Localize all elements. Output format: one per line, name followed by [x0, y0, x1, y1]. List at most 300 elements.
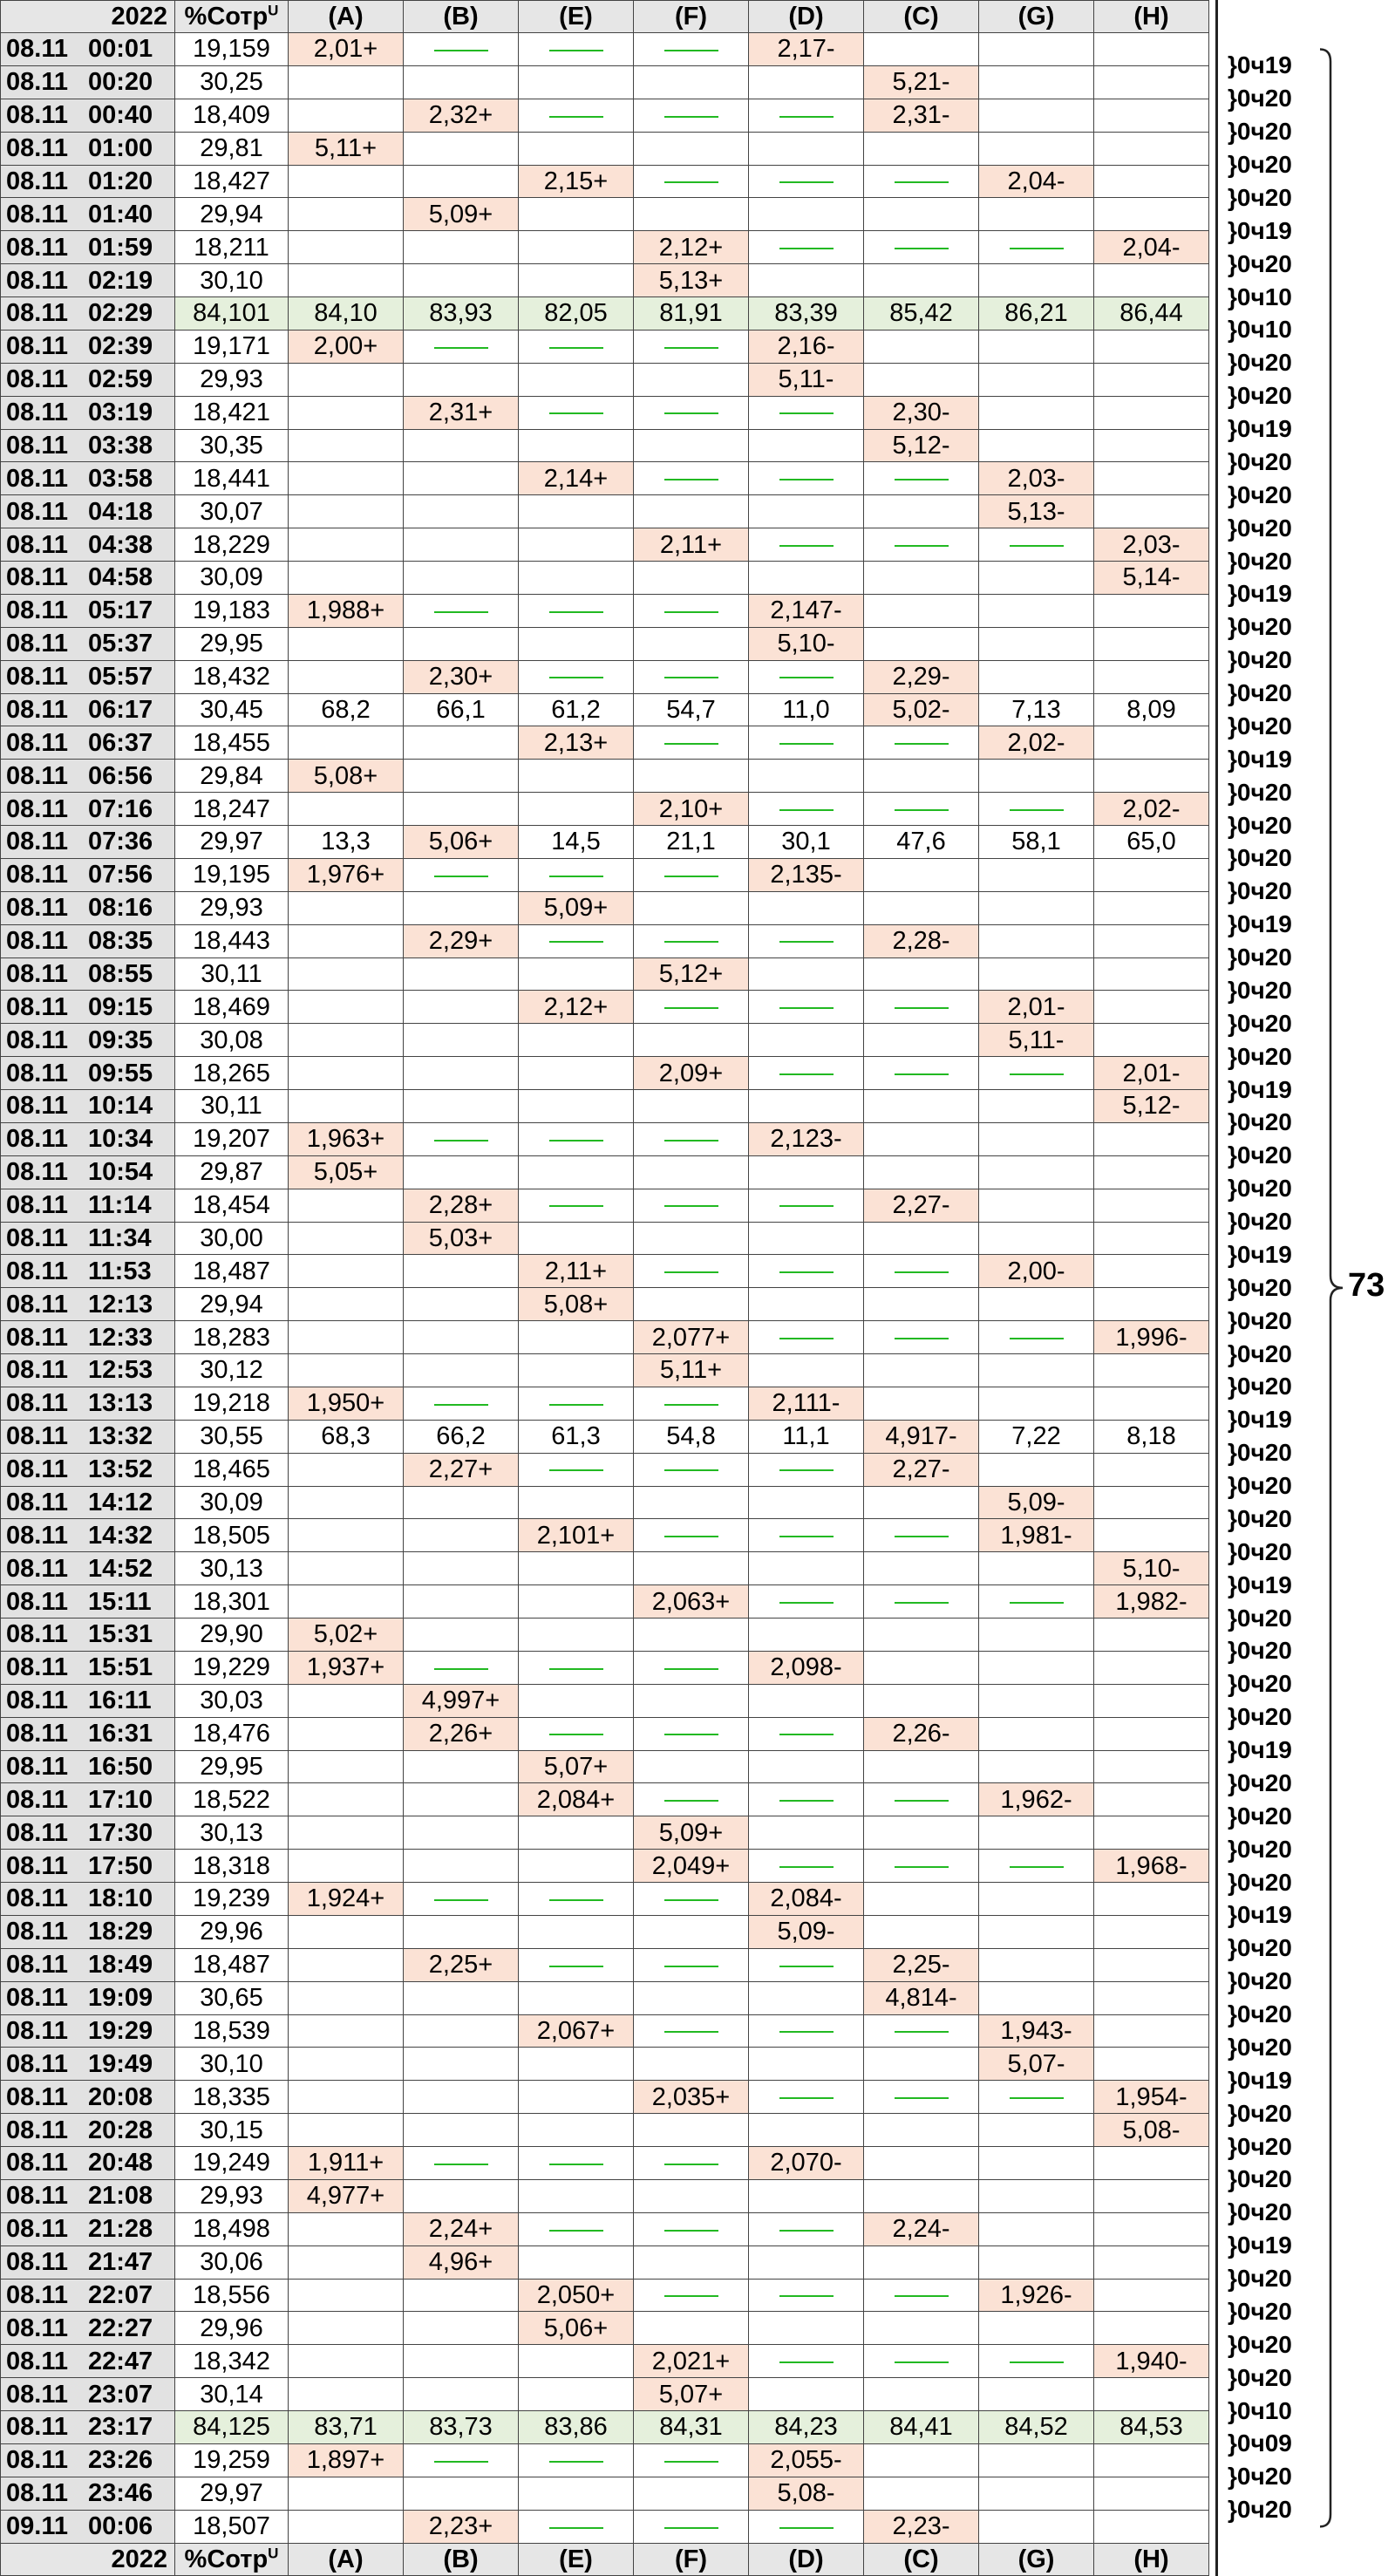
dash-line — [434, 2461, 488, 2463]
interval-label: }0ч20 — [1228, 811, 1292, 839]
value-cell — [519, 1684, 634, 1717]
no-change-dash — [864, 1585, 979, 1619]
value-cell — [404, 1321, 519, 1354]
date-text: 08.11 — [6, 2446, 68, 2475]
time-text: 08:55 — [88, 959, 153, 988]
value-cell: 2,29+ — [404, 924, 519, 957]
table-row — [1, 2345, 1209, 2378]
value-cell: 83,39 — [749, 297, 864, 331]
value-cell — [864, 330, 979, 363]
col-footer: (D) — [749, 2544, 864, 2576]
value-cell — [1094, 1619, 1209, 1652]
value-cell — [979, 1090, 1094, 1123]
interval-label: }0ч20 — [1228, 2496, 1292, 2524]
value-cell: 11,1 — [749, 1420, 864, 1453]
value-cell — [404, 495, 519, 528]
value-cell: 1,976+ — [289, 858, 404, 891]
value-cell — [1094, 165, 1209, 198]
interval-label: }0ч20 — [1228, 1108, 1292, 1136]
value-cell — [634, 1222, 749, 1255]
interval-label: }0ч20 — [1228, 1768, 1292, 1796]
datetime-cell — [1, 2048, 175, 2081]
date-text: 08.11 — [6, 2016, 68, 2045]
date-text: 08.11 — [6, 134, 68, 163]
no-change-dash — [749, 1783, 864, 1816]
no-change-dash — [634, 924, 749, 957]
time-text: 09:15 — [88, 992, 153, 1021]
value-cell — [1094, 726, 1209, 760]
value-cell: 84,41 — [864, 2411, 979, 2444]
no-change-dash — [979, 793, 1094, 826]
value-cell: 2,10+ — [634, 793, 749, 826]
time-text: 11:14 — [88, 1191, 152, 1220]
date-text: 08.11 — [6, 959, 68, 988]
value-cell — [979, 1651, 1094, 1684]
pct-cell: 19,171 — [175, 330, 289, 363]
table-row — [1, 264, 1209, 297]
no-change-dash — [634, 165, 749, 198]
value-cell — [979, 33, 1094, 66]
no-change-dash — [864, 462, 979, 495]
dash-line — [779, 677, 834, 678]
pct-cell: 18,487 — [175, 1255, 289, 1288]
value-cell — [404, 991, 519, 1024]
value-cell: 2,02- — [979, 726, 1094, 760]
no-change-dash — [749, 1717, 864, 1750]
time-text: 03:38 — [88, 431, 153, 460]
dash-line — [779, 743, 834, 745]
value-cell — [519, 2245, 634, 2279]
value-cell — [404, 1915, 519, 1948]
table-row — [1, 2212, 1209, 2245]
time-text: 12:13 — [88, 1290, 153, 1319]
dash-line — [664, 876, 718, 877]
value-cell — [289, 627, 404, 660]
table-row — [1, 1948, 1209, 1981]
datetime-cell — [1, 1519, 175, 1552]
pct-cell: 18,283 — [175, 1321, 289, 1354]
no-change-dash — [634, 991, 749, 1024]
value-cell — [404, 793, 519, 826]
pct-cell: 18,498 — [175, 2212, 289, 2245]
value-cell — [749, 1486, 864, 1519]
pct-cell: 30,11 — [175, 1090, 289, 1123]
value-cell: 5,09+ — [634, 1816, 749, 1850]
value-cell — [404, 1552, 519, 1585]
pct-cell: 84,101 — [175, 297, 289, 331]
value-cell: 2,101+ — [519, 1519, 634, 1552]
value-cell — [289, 2245, 404, 2279]
value-cell — [979, 264, 1094, 297]
value-cell — [979, 1684, 1094, 1717]
interval-label: }0ч20 — [1228, 944, 1292, 971]
value-cell — [404, 2312, 519, 2345]
no-change-dash — [864, 1850, 979, 1883]
date-text: 08.11 — [6, 894, 68, 923]
table-row — [1, 2048, 1209, 2081]
value-cell — [404, 957, 519, 991]
value-cell — [1094, 2443, 1209, 2477]
pct-cell: 19,229 — [175, 1651, 289, 1684]
value-cell — [404, 2081, 519, 2114]
dash-line — [549, 2164, 603, 2165]
interval-label: }0ч20 — [1228, 2463, 1292, 2491]
time-text: 05:57 — [88, 663, 153, 692]
value-cell: 61,3 — [519, 1420, 634, 1453]
time-text: 21:47 — [88, 2248, 153, 2277]
no-change-dash — [864, 231, 979, 264]
pct-cell: 29,97 — [175, 2477, 289, 2510]
datetime-cell — [1, 826, 175, 859]
value-cell — [864, 132, 979, 165]
date-text: 08.11 — [6, 332, 68, 361]
table-row — [1, 1552, 1209, 1585]
no-change-dash — [749, 1321, 864, 1354]
dash-line — [664, 347, 718, 349]
value-cell — [634, 2312, 749, 2345]
no-change-dash — [404, 2147, 519, 2180]
value-cell — [289, 429, 404, 462]
value-cell — [289, 2279, 404, 2312]
no-change-dash — [519, 1717, 634, 1750]
dash-line — [664, 1536, 718, 1537]
value-cell — [1094, 1387, 1209, 1420]
date-text: 08.11 — [6, 35, 68, 64]
no-change-dash — [749, 396, 864, 429]
value-cell — [519, 1981, 634, 2014]
no-change-dash — [864, 726, 979, 760]
datetime-cell — [1, 924, 175, 957]
value-cell — [979, 99, 1094, 132]
dash-line — [549, 50, 603, 51]
value-cell — [404, 2279, 519, 2312]
col-footer: (A) — [289, 2544, 404, 2576]
value-cell — [979, 1981, 1094, 2014]
dash-line — [895, 545, 949, 547]
value-cell — [979, 1387, 1094, 1420]
value-cell: 1,924+ — [289, 1883, 404, 1916]
value-cell — [864, 363, 979, 396]
dash-line — [434, 1899, 488, 1901]
time-text: 21:28 — [88, 2215, 153, 2244]
value-cell — [864, 2477, 979, 2510]
value-cell — [1094, 1189, 1209, 1222]
value-cell: 4,997+ — [404, 1684, 519, 1717]
time-text: 23:26 — [88, 2446, 153, 2475]
datetime-cell — [1, 2081, 175, 2114]
pct-cell: 18,211 — [175, 231, 289, 264]
pct-cell: 29,93 — [175, 2179, 289, 2212]
dash-line — [549, 941, 603, 943]
value-cell — [519, 627, 634, 660]
no-change-dash — [749, 462, 864, 495]
dash-line — [434, 347, 488, 349]
table-row — [1, 330, 1209, 363]
no-change-dash — [749, 2014, 864, 2048]
table-row — [1, 132, 1209, 165]
interval-label: }0ч20 — [1228, 514, 1292, 542]
value-cell — [519, 429, 634, 462]
value-cell — [1094, 495, 1209, 528]
value-cell — [1094, 924, 1209, 957]
value-cell — [864, 562, 979, 595]
interval-label: }0ч20 — [1228, 2198, 1292, 2226]
value-cell: 54,8 — [634, 1420, 749, 1453]
value-cell: 84,10 — [289, 297, 404, 331]
dash-line — [664, 1205, 718, 1207]
value-cell: 2,13+ — [519, 726, 634, 760]
time-text: 15:31 — [88, 1620, 153, 1649]
dash-line — [895, 1073, 949, 1075]
value-cell — [864, 1552, 979, 1585]
value-cell: 5,14- — [1094, 562, 1209, 595]
value-cell — [864, 1222, 979, 1255]
table-row — [1, 2443, 1209, 2477]
time-text: 08:35 — [88, 927, 153, 956]
table-row — [1, 1981, 1209, 2014]
value-cell — [519, 2114, 634, 2147]
date-text: 08.11 — [6, 1422, 68, 1451]
pct-cell: 29,96 — [175, 1915, 289, 1948]
value-cell: 2,17- — [749, 33, 864, 66]
value-cell: 5,10- — [1094, 1552, 1209, 1585]
table-row — [1, 1750, 1209, 1783]
dash-line — [549, 2527, 603, 2529]
value-cell — [864, 594, 979, 627]
date-text: 08.11 — [6, 794, 68, 823]
value-cell — [864, 858, 979, 891]
interval-label: }0ч19 — [1228, 1901, 1292, 1929]
datetime-cell — [1, 2378, 175, 2411]
datetime-cell — [1, 1057, 175, 1090]
value-cell: 1,943- — [979, 2014, 1094, 2048]
value-cell — [979, 330, 1094, 363]
value-cell — [1094, 1255, 1209, 1288]
value-cell — [404, 2345, 519, 2378]
value-cell — [634, 65, 749, 99]
value-cell — [979, 957, 1094, 991]
date-text: 08.11 — [6, 828, 68, 856]
value-cell: 1,982- — [1094, 1585, 1209, 1619]
dash-line — [779, 1007, 834, 1009]
no-change-dash — [634, 2443, 749, 2477]
value-cell — [979, 891, 1094, 924]
interval-label: }0ч20 — [1228, 2132, 1292, 2160]
dash-line — [779, 181, 834, 183]
datetime-cell — [1, 198, 175, 231]
no-change-dash — [749, 99, 864, 132]
datetime-cell — [1, 1750, 175, 1783]
time-text: 06:37 — [88, 728, 153, 757]
pct-cell: 30,09 — [175, 1486, 289, 1519]
value-cell — [864, 1090, 979, 1123]
date-text: 08.11 — [6, 464, 68, 493]
time-text: 13:32 — [88, 1422, 153, 1451]
interval-label: }0ч20 — [1228, 118, 1292, 146]
value-cell: 2,23+ — [404, 2510, 519, 2543]
value-cell — [404, 2477, 519, 2510]
no-change-dash — [634, 330, 749, 363]
pct-cell: 29,81 — [175, 132, 289, 165]
value-cell — [1094, 396, 1209, 429]
value-cell: 2,26- — [864, 1717, 979, 1750]
interval-label: }0ч20 — [1228, 844, 1292, 872]
dash-line — [664, 677, 718, 678]
datetime-cell — [1, 1321, 175, 1354]
time-text: 08:16 — [88, 894, 153, 923]
value-cell — [519, 1486, 634, 1519]
time-text: 02:29 — [88, 299, 153, 328]
value-cell — [1094, 1981, 1209, 2014]
datetime-cell — [1, 528, 175, 562]
value-cell: 1,996- — [1094, 1321, 1209, 1354]
value-cell — [289, 99, 404, 132]
time-text: 11:53 — [88, 1257, 152, 1285]
no-change-dash — [519, 2212, 634, 2245]
time-text: 14:32 — [88, 1521, 153, 1550]
value-cell — [404, 1024, 519, 1057]
value-cell: 2,12+ — [519, 991, 634, 1024]
time-text: 07:16 — [88, 794, 153, 823]
no-change-dash — [634, 1948, 749, 1981]
pct-cell: 29,94 — [175, 1288, 289, 1321]
value-cell — [289, 2048, 404, 2081]
interval-label: }0ч20 — [1228, 712, 1292, 739]
date-text: 08.11 — [6, 761, 68, 790]
value-cell — [289, 198, 404, 231]
dash-line — [664, 1469, 718, 1471]
value-cell: 2,31- — [864, 99, 979, 132]
value-cell — [404, 627, 519, 660]
value-cell: 2,04- — [979, 165, 1094, 198]
value-cell — [634, 891, 749, 924]
value-cell — [979, 429, 1094, 462]
value-cell — [289, 1486, 404, 1519]
time-text: 13:52 — [88, 1455, 153, 1484]
value-cell: 4,977+ — [289, 2179, 404, 2212]
dash-line — [664, 2461, 718, 2463]
year-header: 2022 — [1, 1, 175, 33]
interval-label: }0ч20 — [1228, 1835, 1292, 1863]
table-row — [1, 1189, 1209, 1222]
value-cell: 2,14+ — [519, 462, 634, 495]
no-change-dash — [519, 858, 634, 891]
value-cell — [979, 65, 1094, 99]
no-change-dash — [749, 660, 864, 693]
value-cell — [979, 1619, 1094, 1652]
value-cell — [1094, 627, 1209, 660]
value-cell — [634, 1552, 749, 1585]
table-row — [1, 627, 1209, 660]
value-cell — [519, 793, 634, 826]
no-change-dash — [979, 231, 1094, 264]
interval-label: }0ч20 — [1228, 547, 1292, 575]
value-cell: 68,2 — [289, 693, 404, 726]
value-cell: 5,02+ — [289, 1619, 404, 1652]
date-text: 08.11 — [6, 2215, 68, 2244]
no-change-dash — [749, 1519, 864, 1552]
value-cell — [634, 1486, 749, 1519]
time-text: 22:27 — [88, 2314, 153, 2342]
value-cell — [979, 924, 1094, 957]
value-cell: 5,08+ — [519, 1288, 634, 1321]
interval-label: }0ч20 — [1228, 1967, 1292, 1995]
value-cell — [749, 1684, 864, 1717]
interval-label: }0ч20 — [1228, 2033, 1292, 2061]
dash-line — [895, 1338, 949, 1339]
dash-line — [664, 2295, 718, 2297]
value-cell: 1,937+ — [289, 1651, 404, 1684]
value-cell: 5,09- — [979, 1486, 1094, 1519]
value-cell: 82,05 — [519, 297, 634, 331]
interval-label: }0ч20 — [1228, 1670, 1292, 1698]
value-cell — [979, 1222, 1094, 1255]
value-cell — [1094, 99, 1209, 132]
value-cell — [749, 891, 864, 924]
pct-cell: 18,318 — [175, 1850, 289, 1883]
value-cell: 5,11+ — [289, 132, 404, 165]
value-cell — [1094, 1486, 1209, 1519]
datetime-cell — [1, 760, 175, 793]
dash-line — [895, 2361, 949, 2363]
interval-annotations — [1215, 0, 1395, 2576]
time-text: 00:01 — [88, 35, 153, 64]
value-cell — [864, 1387, 979, 1420]
datetime-cell — [1, 462, 175, 495]
pct-header-sup: U — [268, 2, 279, 19]
value-cell: 2,28- — [864, 924, 979, 957]
value-cell: 2,25+ — [404, 1948, 519, 1981]
datetime-cell — [1, 396, 175, 429]
no-change-dash — [404, 594, 519, 627]
table-row — [1, 991, 1209, 1024]
value-cell: 2,30+ — [404, 660, 519, 693]
value-cell — [864, 2378, 979, 2411]
datetime-cell — [1, 793, 175, 826]
value-cell: 2,01+ — [289, 33, 404, 66]
date-text: 08.11 — [6, 695, 68, 724]
value-cell — [1094, 594, 1209, 627]
value-cell — [519, 231, 634, 264]
interval-label: }0ч20 — [1228, 2330, 1292, 2358]
time-text: 00:40 — [88, 101, 153, 130]
value-cell: 2,067+ — [519, 2014, 634, 2048]
date-text: 08.11 — [6, 399, 68, 427]
value-cell — [1094, 1155, 1209, 1189]
time-text: 11:34 — [88, 1223, 152, 1252]
value-cell — [1094, 2477, 1209, 2510]
value-cell: 5,03+ — [404, 1222, 519, 1255]
value-cell — [979, 1288, 1094, 1321]
value-cell — [289, 2477, 404, 2510]
no-change-dash — [634, 396, 749, 429]
pct-cell: 30,15 — [175, 2114, 289, 2147]
value-cell: 2,03- — [979, 462, 1094, 495]
time-text: 20:28 — [88, 2116, 153, 2144]
value-cell — [404, 1090, 519, 1123]
value-cell: 5,07+ — [634, 2378, 749, 2411]
value-cell: 1,911+ — [289, 2147, 404, 2180]
dash-line — [779, 412, 834, 414]
col-footer: (E) — [519, 2544, 634, 2576]
pct-cell: 18,476 — [175, 1717, 289, 1750]
value-cell — [864, 1684, 979, 1717]
value-cell: 2,24- — [864, 2212, 979, 2245]
value-cell: 5,09+ — [519, 891, 634, 924]
value-cell: 1,981- — [979, 1519, 1094, 1552]
pct-cell: 18,469 — [175, 991, 289, 1024]
value-cell — [289, 991, 404, 1024]
